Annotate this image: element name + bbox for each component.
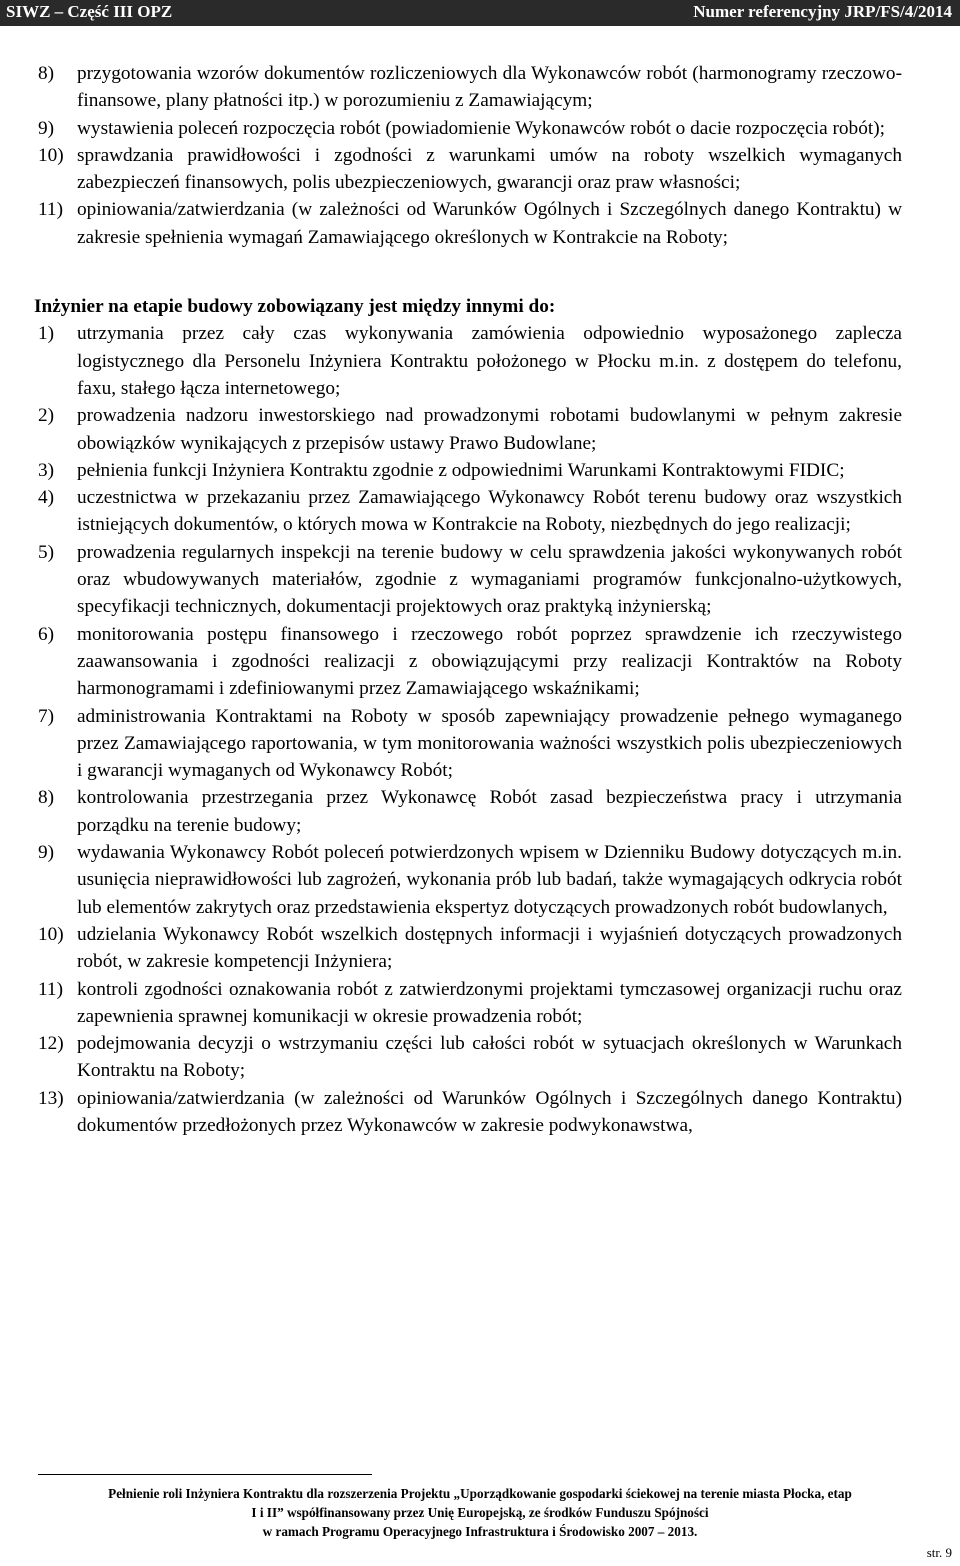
list-item-number: 5)	[38, 541, 55, 563]
list-item-text: kontrolowania przestrzegania przez Wykonawcę Robót zasad bezpieczeństwa pracy i utrzymania porządku na terenie budowy;	[77, 787, 902, 836]
list-item-number: 10)	[38, 144, 64, 166]
list-item-text: pełnienia funkcji Inżyniera Kontraktu zgodnie z odpowiednimi Warunkami Kontraktowymi FIDIC;	[77, 459, 845, 481]
list-item	[0, 784, 960, 839]
list-item	[0, 484, 960, 539]
header-reference-number: Numer referencyjny JRP/FS/4/2014	[693, 2, 952, 21]
list-item-text: prowadzenia regularnych inspekcji na terenie budowy w celu sprawdzenia jakości wykonywanych robót oraz wbudowywanych materiałów, zgodnie z wymaganiami programów funkcjonalno-użytkowych, specyfikacji technicznych, dokumentacji projektowych oraz praktyką inżynierską;	[77, 541, 902, 618]
list-item	[0, 142, 960, 197]
list-item	[0, 1085, 960, 1140]
list-item	[0, 839, 960, 921]
list-item-number: 9)	[38, 842, 55, 864]
list-item-number: 12)	[38, 1033, 64, 1055]
list-item-number: 10)	[38, 923, 64, 945]
list-item-text: wydawania Wykonawcy Robót poleceń potwierdzonych wpisem w Dzienniku Budowy dotyczących m.in. usunięcia nieprawidłowości lub zagrożeń, wykonania prób lub badań, także wymagających odkrycia robót lub elementów zakrytych oraz przedstawienia ekspertyz dotyczących prowadzonych robót budowlanych,	[77, 842, 902, 918]
list-item	[0, 539, 960, 621]
list-item-text: administrowania Kontraktami na Roboty w sposób zapewniający prowadzenie pełnego wymaganego przez Zamawiającego raportowania, w tym monitorowania ważności wszystkich polis ubezpieczeniowych i gwarancji wymaganych od Wykonawcy Robót;	[77, 705, 902, 782]
list-item-number: 7)	[38, 705, 55, 727]
footer-line: w ramach Programu Operacyjnego Infrastruktura i Środowisko 2007 – 2013.	[262, 1524, 698, 1539]
header-document-title: SIWZ – Część III OPZ	[6, 2, 173, 21]
list-item	[0, 320, 960, 402]
list-item-text: kontroli zgodności oznakowania robót z zatwierdzonymi projektami tymczasowej organizacji ruchu oraz zapewnienia sprawnej komunikacji w okresie prowadzenia robót;	[77, 978, 902, 1027]
list-item-text: opiniowania/zatwierdzania (w zależności od Warunków Ogólnych i Szczególnych danego Kontraktu) w zakresie spełnienia wymagań Zamawiającego określonych w Kontrakcie na Roboty;	[77, 199, 902, 248]
page-footer	[0, 1484, 960, 1541]
list-item	[0, 921, 960, 976]
list-item	[0, 621, 960, 703]
list-item-text: sprawdzania prawidłowości i zgodności z warunkami umów na roboty wszelkich wymaganych zabezpieczeń finansowych, polis ubezpieczeniowych, gwarancji oraz praw własności;	[77, 144, 902, 194]
list-item	[0, 1030, 960, 1085]
document-body	[0, 60, 960, 1139]
section-heading: Inżynier na etapie budowy zobowiązany jest między innymi do:	[34, 296, 556, 318]
list-item-number: 9)	[38, 117, 55, 139]
list-item-number: 3)	[38, 459, 55, 481]
construction-duties-list	[0, 320, 960, 1139]
list-item-number: 11)	[38, 199, 63, 221]
footer-line: I i II” współfinansowany przez Unię Europejską, ze środków Funduszu Spójności	[251, 1505, 709, 1520]
list-item-number: 2)	[38, 405, 55, 427]
list-item	[0, 115, 960, 142]
list-item-text: przygotowania wzorów dokumentów rozliczeniowych dla Wykonawców robót (harmonogramy rzeczowo-finansowe, plany płatności itp.) w porozumieniu z Zamawiającym;	[77, 63, 902, 112]
list-item-number: 1)	[38, 323, 55, 345]
list-item-number: 8)	[38, 787, 55, 809]
list-item-number: 13)	[38, 1087, 64, 1109]
list-item-number: 4)	[38, 487, 55, 509]
continued-duties-list	[0, 60, 960, 251]
list-item-number: 6)	[38, 623, 55, 645]
list-item-text: prowadzenia nadzoru inwestorskiego nad prowadzonymi robotami budowlanymi w pełnym zakresie obowiązków wynikających z przepisów ustawy Prawo Budowlane;	[77, 405, 902, 454]
list-item-text: uczestnictwa w przekazaniu przez Zamawiającego Wykonawcy Robót terenu budowy oraz wszystkich istniejących dokumentów, o których mowa w Kontrakcie na Roboty, niezbędnych do jego realizacji;	[77, 487, 902, 536]
list-item	[0, 976, 960, 1031]
page-number: str. 9	[926, 1545, 952, 1560]
list-item-text: opiniowania/zatwierdzania (w zależności od Warunków Ogólnych i Szczególnych danego Kontraktu) dokumentów przedłożonych przez Wykonawców w zakresie podwykonawstwa,	[77, 1087, 902, 1136]
list-item-text: udzielania Wykonawcy Robót wszelkich dostępnych informacji i wyjaśnień dotyczących prowadzonych robót, w zakresie kompetencji Inżyniera;	[77, 923, 902, 973]
list-item-text: utrzymania przez cały czas wykonywania zamówienia odpowiednio wyposażonego zaplecza logistycznego dla Personelu Inżyniera Kontraktu położonego w Płocku m.in. z dostępem do telefonu, faxu, stałego łącza internetowego;	[77, 323, 902, 399]
list-item-text: podejmowania decyzji o wstrzymaniu części lub całości robót w sytuacjach określonych w Warunkach Kontraktu na Roboty;	[77, 1033, 902, 1082]
footer-line: Pełnienie roli Inżyniera Kontraktu dla rozszerzenia Projektu „Uporządkowanie gospodarki ściekowej na terenie miasta Płocka, etap	[108, 1486, 852, 1501]
list-item-text: wystawienia poleceń rozpoczęcia robót (powiadomienie Wykonawców robót o dacie rozpoczęcia robót);	[77, 117, 885, 139]
list-item-number: 11)	[38, 978, 63, 1000]
list-item	[0, 402, 960, 457]
page-header	[0, 0, 960, 26]
list-item	[0, 457, 960, 484]
list-item-text: monitorowania postępu finansowego i rzeczowego robót poprzez sprawdzenie ich rzeczywistego zaawansowania i zgodności realizacji z obowiązującymi przy realizacji Kontraktów na Roboty harmonogramami i zdefiniowanymi przez Zamawiającego wskaźnikami;	[77, 623, 902, 700]
list-item	[0, 196, 960, 251]
list-item	[0, 703, 960, 785]
list-item	[0, 60, 960, 115]
list-item-number: 8)	[38, 63, 55, 84]
footer-divider	[38, 1474, 372, 1475]
